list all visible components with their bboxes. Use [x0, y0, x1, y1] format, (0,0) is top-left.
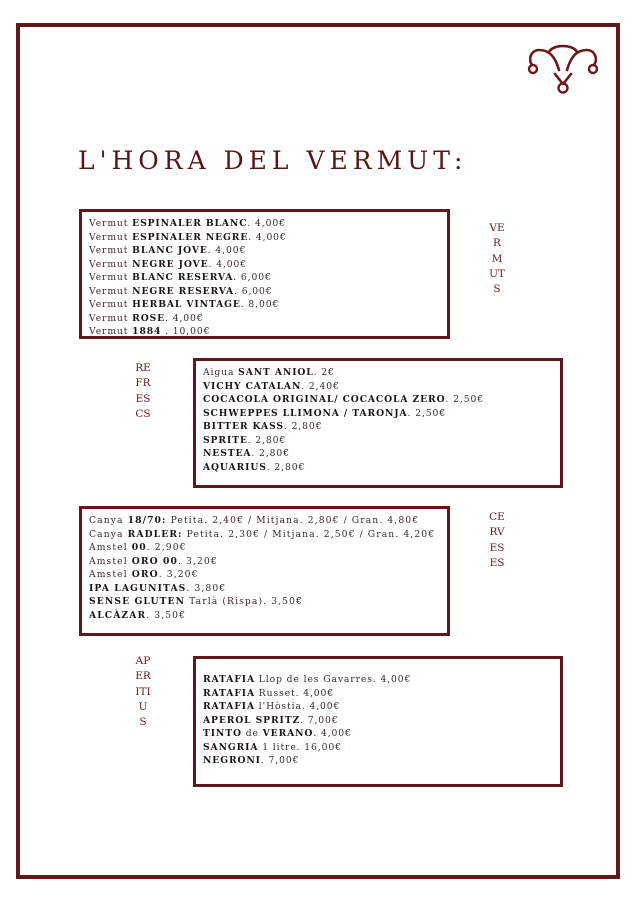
item-detail: Vermut	[89, 299, 133, 311]
menu-item	[203, 393, 552, 407]
item-detail: . 2€	[313, 367, 335, 378]
item-detail: . 4,00€	[208, 258, 248, 270]
item-detail: Vermut	[89, 312, 133, 324]
item-detail: Amstel	[89, 542, 132, 554]
item-detail: Canya	[89, 515, 128, 526]
item-detail: l'Hòstia. 4,00€	[254, 701, 341, 713]
item-detail: Canya	[89, 528, 128, 540]
item-detail: Russet. 4,00€	[254, 687, 335, 699]
item-detail: Vermut	[89, 326, 133, 338]
menu-item	[89, 541, 439, 555]
item-detail: . 3,80€	[186, 582, 227, 594]
menu-item	[89, 231, 439, 245]
menu-item	[89, 325, 439, 339]
item-name: HERBAL VINTAGE	[132, 299, 241, 311]
menu-item	[89, 298, 439, 312]
page-title: L'HORA DEL VERMUT:	[78, 146, 468, 175]
item-detail: . 2,90€	[146, 542, 187, 554]
item-name: SENSE GLUTEN	[89, 596, 186, 608]
item-name: SANT ANIOL	[238, 367, 314, 378]
cerveses-list	[89, 514, 439, 622]
item-name: ORO	[131, 569, 159, 581]
item-detail: . 4,00€	[165, 312, 204, 324]
item-detail: . 3,20€	[158, 569, 199, 581]
menu-item	[203, 754, 552, 768]
item-detail: . 4,00€	[313, 728, 352, 740]
item-name: AQUARIUS	[203, 461, 267, 473]
menu-item	[89, 244, 439, 258]
item-detail: . 2,80€	[266, 461, 306, 473]
item-detail: . 2,80€	[247, 434, 287, 446]
item-name: RADLER:	[127, 528, 183, 540]
menu-item	[203, 700, 552, 714]
item-name: ROSE	[132, 312, 166, 324]
item-detail: Aigua	[203, 367, 239, 378]
item-name: RATAFIA	[203, 701, 255, 713]
item-name: ESPINALER NEGRE	[132, 231, 249, 243]
item-name: SPRITE	[203, 434, 248, 446]
item-detail: . 2,80€	[251, 448, 290, 460]
item-detail: Petita. 2,30€ / Mitjana. 2,50€ / Gran. 4,20€	[182, 528, 436, 540]
menu-item	[89, 312, 439, 326]
aperitius-box	[193, 656, 563, 787]
item-detail: Amstel	[89, 555, 132, 567]
menu-item	[203, 407, 552, 421]
item-name: BLANC JOVE	[132, 245, 208, 257]
cerveses-label: CERVESES	[489, 511, 505, 569]
menu-item	[203, 673, 552, 687]
item-detail: Vermut	[89, 231, 133, 243]
item-detail: . 10,00€	[161, 326, 211, 338]
menu-item	[89, 582, 439, 596]
aperitius-label: APERITIUS	[135, 655, 151, 729]
item-detail: . 7,00€	[260, 755, 300, 767]
menu-item	[203, 380, 552, 394]
item-name: RATAFIA	[203, 687, 255, 699]
item-name: APEROL SPRITZ	[203, 714, 301, 726]
item-name: RATAFIA	[203, 674, 255, 685]
item-name: ESPINALER BLANC	[132, 218, 248, 229]
item-detail: Vermut	[89, 258, 133, 270]
refrescos-list	[203, 366, 552, 474]
item-detail: Amstel	[89, 569, 132, 581]
item-detail: . 4,00€	[207, 245, 247, 257]
menu-item	[203, 741, 552, 755]
aperitius-list	[203, 673, 552, 768]
item-detail: Llop de les Gavarres. 4,00€	[254, 674, 412, 685]
item-name: VERANO	[262, 728, 314, 740]
item-name: VICHY CATALAN	[203, 380, 302, 392]
menu-item	[203, 366, 552, 380]
item-detail: . 4,00€	[247, 218, 286, 229]
item-detail: . 6,00€	[233, 272, 272, 284]
item-name: COCACOLA ORIGINAL/ COCACOLA ZERO	[203, 394, 446, 406]
item-detail: . 6,00€	[234, 285, 273, 297]
menu-item	[89, 568, 439, 582]
menu-item	[203, 727, 552, 741]
item-name: NESTEA	[203, 448, 252, 460]
item-name: IPA LAGUNITAS	[89, 582, 187, 594]
jester-hat-icon	[525, 40, 601, 96]
refrescos-box	[193, 358, 563, 488]
item-detail: de	[241, 728, 263, 740]
item-detail: . 7,00€	[300, 714, 339, 726]
item-name: ORO 00	[131, 555, 178, 567]
menu-item	[89, 555, 439, 569]
item-detail: Vermut	[89, 285, 133, 297]
vermuts-label: VERMUTS	[489, 222, 505, 296]
item-detail: Vermut	[89, 272, 133, 284]
menu-item	[89, 595, 439, 609]
item-name: BLANC RESERVA	[132, 272, 234, 284]
item-detail: . 8,00€	[240, 299, 280, 311]
item-detail: . 3,50€	[146, 609, 187, 621]
item-detail: . 2,50€	[445, 394, 484, 406]
item-detail: . 2,40€	[301, 380, 340, 392]
cerveses-box	[79, 506, 450, 636]
vermuts-box	[79, 209, 450, 339]
refrescos-label: REFRESCS	[135, 362, 151, 420]
menu-item	[203, 687, 552, 701]
menu-item	[89, 609, 439, 623]
item-name: SANGRIA	[203, 741, 259, 753]
item-name: BITTER KASS	[203, 421, 284, 433]
item-detail: Petita. 2,40€ / Mitjana. 2,80€ / Gran. 4,80€	[166, 515, 420, 526]
item-name: 18/70:	[127, 515, 167, 526]
menu-item	[203, 461, 552, 475]
item-name: NEGRE JOVE	[132, 258, 209, 270]
menu-item	[89, 258, 439, 272]
menu-item	[89, 514, 439, 528]
menu-item	[89, 285, 439, 299]
menu-item	[89, 271, 439, 285]
item-detail: Tarlà (Rispa). 3,50€	[185, 596, 304, 608]
menu-item	[89, 528, 439, 542]
item-name: 00	[131, 542, 147, 554]
menu-item	[203, 447, 552, 461]
item-detail: . 4,00€	[248, 231, 287, 243]
item-detail: Vermut	[89, 245, 133, 257]
item-detail: . 2,80€	[283, 421, 323, 433]
item-detail: 1 litre. 16,00€	[258, 741, 342, 753]
menu-item	[89, 217, 439, 231]
item-name: TINTO	[203, 728, 242, 740]
item-name: 1884	[132, 326, 162, 338]
item-detail: . 2,50€	[407, 407, 446, 419]
vermuts-list	[89, 217, 439, 339]
menu-item	[203, 714, 552, 728]
item-name: NEGRE RESERVA	[132, 285, 235, 297]
menu-item	[203, 420, 552, 434]
item-name: SCHWEPPES LLIMONA / TARONJA	[203, 407, 408, 419]
item-name: ALCÀZAR	[89, 609, 147, 621]
item-name: NEGRONI	[203, 755, 261, 767]
menu-item	[203, 434, 552, 448]
item-detail: . 3,20€	[177, 555, 218, 567]
item-detail: Vermut	[89, 218, 133, 229]
